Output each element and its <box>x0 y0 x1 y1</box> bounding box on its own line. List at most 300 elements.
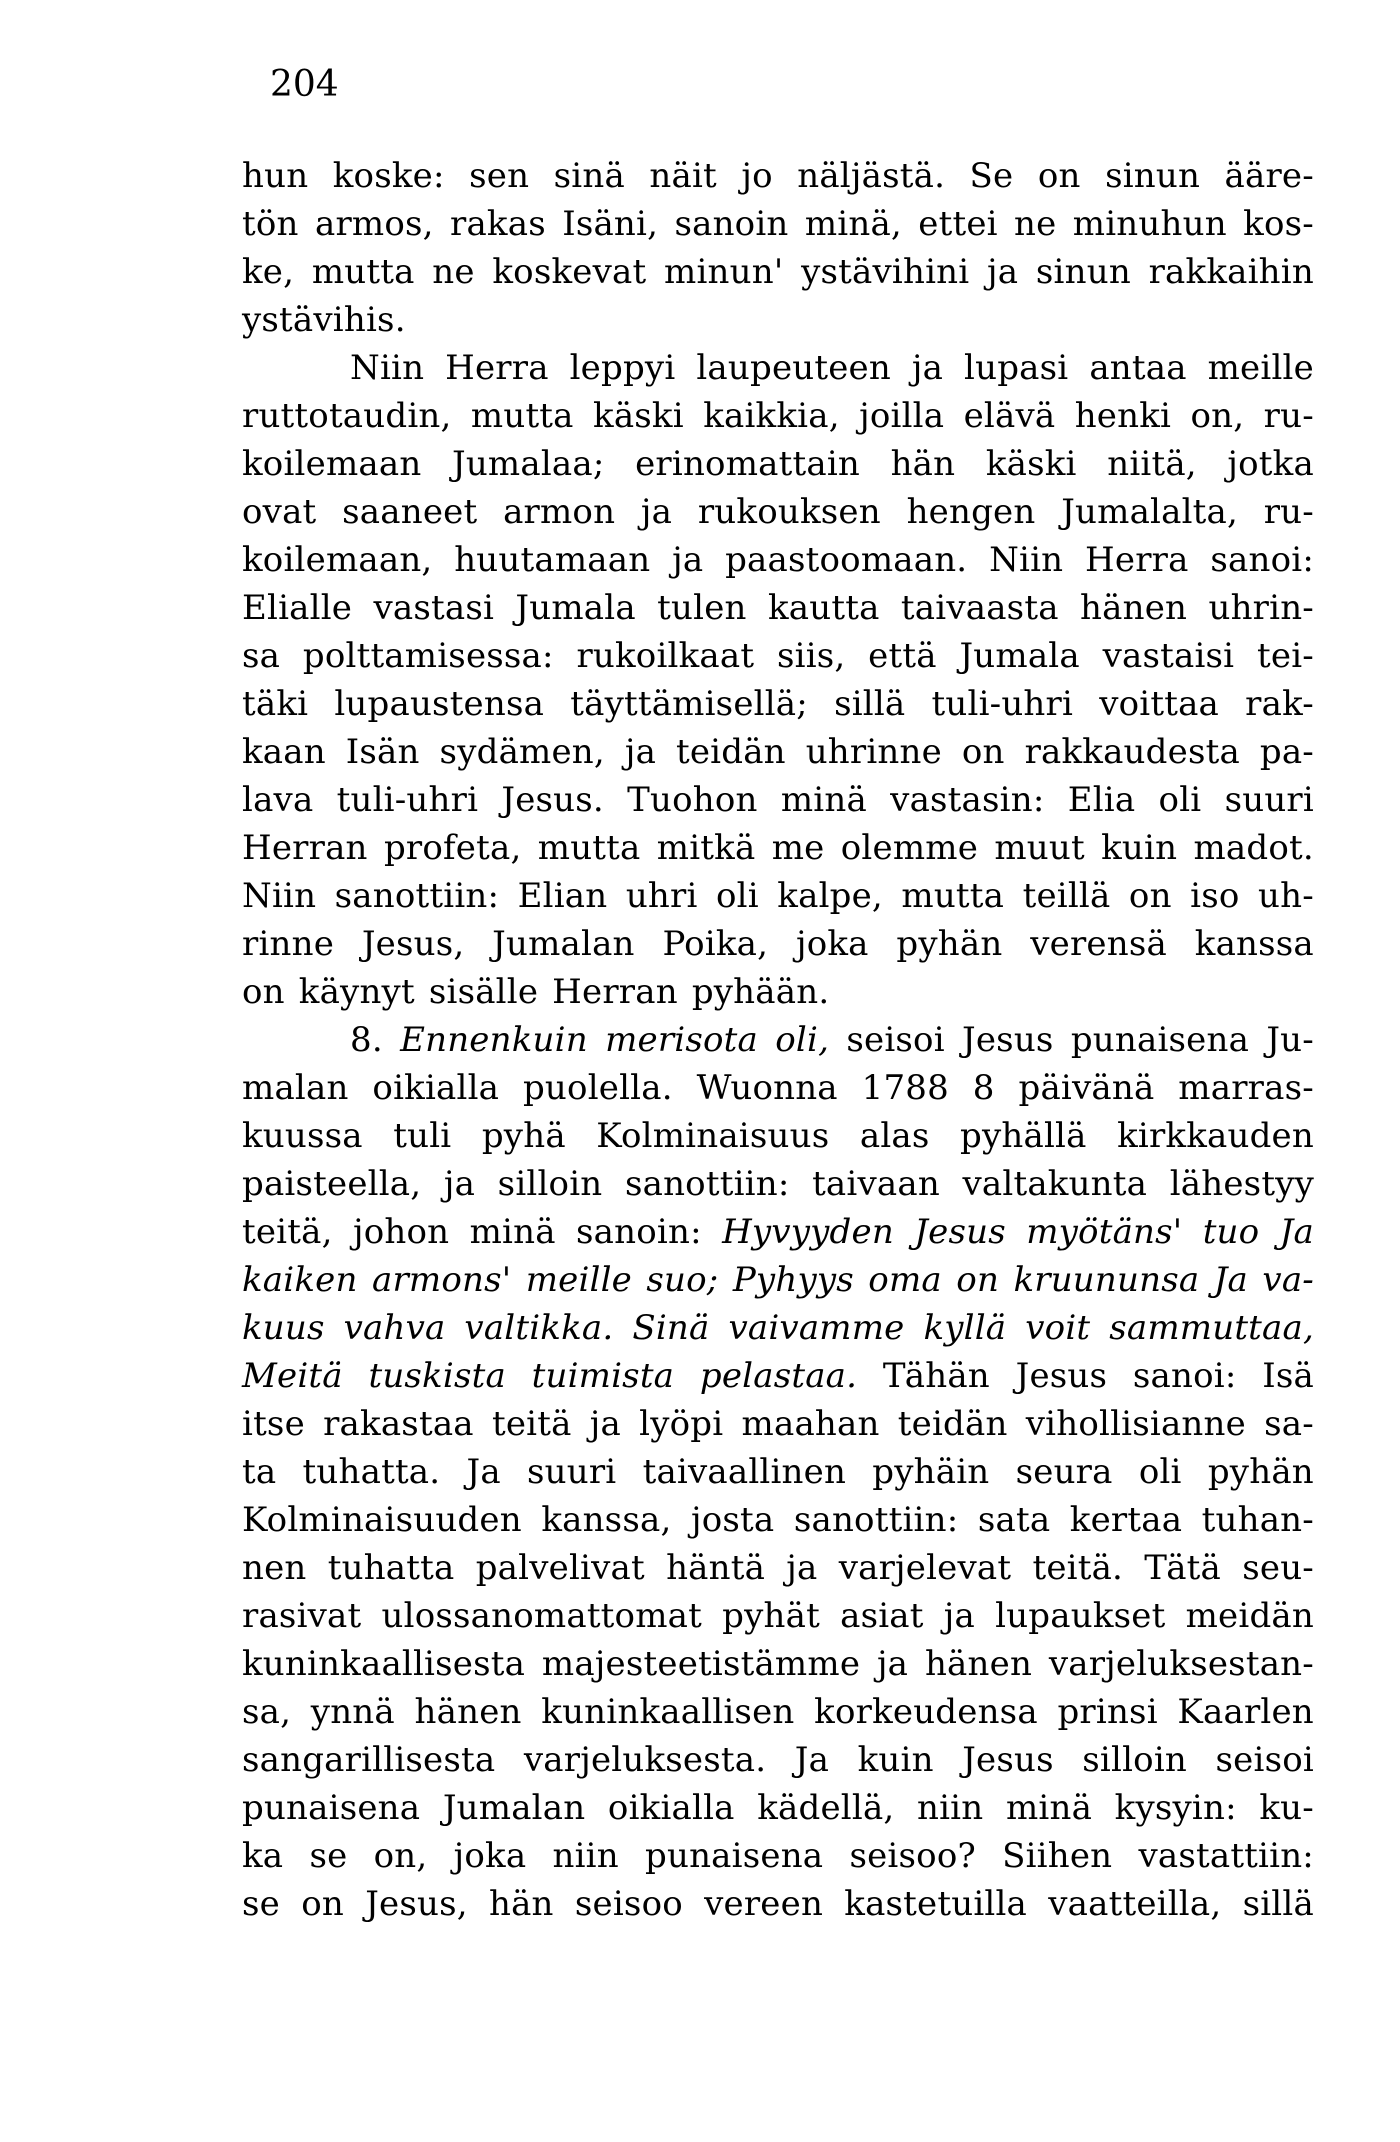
text-line <box>242 1208 1314 1256</box>
text-word: suo; <box>646 1260 719 1300</box>
text-word: on <box>1128 876 1172 916</box>
text-word: sanoi: <box>1210 540 1314 580</box>
text-word: olemme <box>840 828 979 868</box>
text-word: joka <box>453 1836 527 1876</box>
text-word: minä, <box>804 204 902 244</box>
text-word: Ja <box>1213 1260 1249 1300</box>
text-word: Jumalaa; <box>452 444 605 484</box>
text-word: profeta, <box>383 828 522 868</box>
text-word: varjelevat <box>838 1548 1012 1588</box>
text-word: koilemaan, <box>242 540 433 580</box>
text-word: on, <box>1190 396 1245 436</box>
text-word: tuli-uhri <box>931 684 1074 724</box>
text-word: rakastaa <box>323 1404 474 1444</box>
text-word: Isän <box>345 732 420 772</box>
text-word: Elian <box>517 876 608 916</box>
text-word: ke, <box>242 252 295 292</box>
text-word: kysyin: <box>1114 1788 1237 1828</box>
text-word: tei- <box>1257 636 1314 676</box>
text-word: ja <box>443 1164 476 1204</box>
text-word: minun' <box>664 252 784 292</box>
text-word: taivaan <box>812 1164 940 1204</box>
text-word: teitä <box>491 1404 572 1444</box>
text-word: Kolminaisuuden <box>242 1500 522 1540</box>
text-line <box>242 920 1314 968</box>
text-word: päivänä <box>1018 1068 1155 1108</box>
text-line <box>242 776 1314 824</box>
text-word: ja <box>911 348 944 388</box>
text-word: me <box>771 828 825 868</box>
text-word: pyhän <box>896 924 1003 964</box>
text-word: Jumalalta, <box>1061 492 1239 532</box>
text-word: lupaukset <box>995 1596 1166 1636</box>
text-word: merisota <box>605 1020 759 1060</box>
text-word: josta <box>690 1500 775 1540</box>
text-word: huutamaan <box>454 540 651 580</box>
text-word: koilemaan <box>242 444 422 484</box>
text-word: sangarillisesta <box>242 1740 496 1780</box>
text-word: tuskista <box>368 1356 506 1396</box>
text-word: vaatteilla, <box>1048 1884 1222 1924</box>
text-word: Jesus <box>1015 1356 1108 1396</box>
text-word: Se <box>969 156 1014 196</box>
text-word: leppyi <box>569 348 676 388</box>
text-word: ja <box>589 1404 621 1444</box>
text-word: armons' <box>371 1260 512 1300</box>
text-word: minä <box>780 780 867 820</box>
text-word: korkeudensa <box>814 1692 1038 1732</box>
text-word: sanottiin: <box>334 876 500 916</box>
text-word: madot. <box>1193 828 1314 868</box>
text-word: Ju- <box>1266 1020 1314 1060</box>
text-line <box>242 584 1314 632</box>
text-word: niin <box>917 1788 984 1828</box>
text-word: kaan <box>242 732 326 772</box>
text-word: rukoilkaat <box>576 636 755 676</box>
text-word: käynyt <box>298 972 415 1012</box>
text-word: kaiken <box>242 1260 358 1300</box>
text-word: prinsi <box>1057 1692 1158 1732</box>
text-line <box>242 1064 1314 1112</box>
text-word: Kolminaisuus <box>596 1116 830 1156</box>
text-word: on <box>301 1884 344 1924</box>
text-word: jotka <box>1227 444 1314 484</box>
text-word: puolella. <box>522 1068 673 1108</box>
text-word: vihollisianne <box>1025 1404 1246 1444</box>
text-word: sanoi: <box>1132 1356 1237 1396</box>
text-word: kuninkaallisen <box>541 1692 795 1732</box>
text-word: ku- <box>1259 1788 1314 1828</box>
text-word: tuimista <box>531 1356 675 1396</box>
text-word: uhri <box>625 876 698 916</box>
text-word: sanoin: <box>576 1212 702 1252</box>
body-text <box>242 152 1314 1928</box>
text-word: käski <box>985 444 1077 484</box>
text-word: häntä <box>666 1548 766 1588</box>
text-word: vastattiin: <box>1138 1836 1314 1876</box>
text-line <box>242 632 1314 680</box>
text-word: kos- <box>1243 204 1314 244</box>
text-word: tuhan- <box>1201 1500 1314 1540</box>
text-word: uhrinne <box>805 732 942 772</box>
text-word: rinne <box>242 924 335 964</box>
text-word: rakkaihin <box>1148 252 1314 292</box>
text-word: seisoi <box>846 1020 945 1060</box>
text-line <box>242 1016 1314 1064</box>
text-word: kastetuilla <box>844 1884 1028 1924</box>
text-word: sillä <box>834 684 906 724</box>
text-word: ru- <box>1263 396 1314 436</box>
text-word: Jumala <box>515 588 636 628</box>
text-word: taivaasta <box>900 588 1059 628</box>
text-word: sanottiin: <box>793 1500 959 1540</box>
text-word: tön <box>242 204 299 244</box>
page-number: 204 <box>270 64 339 105</box>
text-word: jo <box>741 156 773 196</box>
text-word: ettei <box>918 204 998 244</box>
text-word: ovat <box>242 492 317 532</box>
text-word: ystävihini <box>801 252 970 292</box>
text-word: iso <box>1190 876 1240 916</box>
text-word: joilla <box>859 396 945 436</box>
text-word: ne <box>432 252 475 292</box>
text-word: sa- <box>1264 1404 1314 1444</box>
text-word: kuus <box>242 1308 325 1348</box>
text-word: ruttotaudin, <box>242 396 452 436</box>
text-word: sen <box>469 156 530 196</box>
text-word: seisoo? <box>849 1836 976 1876</box>
text-word: seu- <box>1242 1548 1314 1588</box>
text-word: Jumala <box>959 636 1080 676</box>
text-line <box>242 1112 1314 1160</box>
text-word: täyttämisellä; <box>570 684 808 724</box>
text-word: Jesus <box>962 1740 1054 1780</box>
text-word: oikialla <box>372 1068 500 1108</box>
text-line <box>242 392 1314 440</box>
text-line <box>242 536 1314 584</box>
text-word: kuin <box>1101 828 1178 868</box>
text-word: hänen <box>414 1692 522 1732</box>
text-word: hänen <box>924 1644 1033 1684</box>
text-word: pyhä <box>481 1116 566 1156</box>
text-word: varjeluksesta. <box>523 1740 767 1780</box>
text-word: tuli-uhri <box>336 780 479 820</box>
text-word: vereen <box>704 1884 824 1924</box>
text-word: sydämen, <box>439 732 605 772</box>
text-word: niin <box>552 1836 619 1876</box>
text-word: rakkaudesta <box>1024 732 1240 772</box>
text-word: hänen <box>1080 588 1188 628</box>
text-word: minä <box>469 1212 556 1252</box>
text-line <box>242 1496 1314 1544</box>
text-word: punaisena <box>242 1788 421 1828</box>
text-word: vaivamme <box>728 1308 905 1348</box>
text-word: antaa <box>1089 348 1187 388</box>
text-word: rak- <box>1245 684 1314 724</box>
text-word: maahan <box>741 1404 880 1444</box>
text-word: kertaa <box>1069 1500 1183 1540</box>
text-line <box>242 1784 1314 1832</box>
text-word: punaisena <box>645 1836 824 1876</box>
text-line <box>242 1832 1314 1880</box>
text-word: vastasi <box>373 588 495 628</box>
text-word: sillä <box>1242 1884 1314 1924</box>
text-word: siis, <box>776 636 846 676</box>
text-line <box>242 200 1314 248</box>
text-word: valtikka. <box>464 1308 614 1348</box>
text-word: oma <box>868 1260 942 1300</box>
text-line <box>242 872 1314 920</box>
text-word: Isä <box>1262 1356 1314 1396</box>
text-line <box>242 1592 1314 1640</box>
text-word: ja <box>624 732 657 772</box>
text-word: 8 <box>972 1068 995 1108</box>
text-word: Jesus. <box>501 780 604 820</box>
text-word: vastasin: <box>890 780 1045 820</box>
text-word: Elialle <box>242 588 353 628</box>
text-word: oli <box>1158 780 1202 820</box>
text-word: silloin <box>497 1164 603 1204</box>
text-word: itse <box>242 1404 305 1444</box>
text-word: tuhatta <box>327 1548 455 1588</box>
text-word: käski <box>593 396 684 436</box>
text-word: varjeluksestan- <box>1048 1644 1314 1684</box>
text-word: vastaisi <box>1102 636 1235 676</box>
text-word: teidän <box>675 732 786 772</box>
text-word: hun <box>242 156 309 196</box>
text-word: kanssa <box>1194 924 1314 964</box>
text-word: marras- <box>1178 1068 1314 1108</box>
text-word: Herra <box>1085 540 1189 580</box>
text-word: voit <box>1025 1308 1091 1348</box>
text-word: ulossanomattomat <box>381 1596 702 1636</box>
text-word: armos, <box>314 204 434 244</box>
text-word: hän <box>488 1884 554 1924</box>
text-word: ääre- <box>1224 156 1314 196</box>
text-line <box>242 1400 1314 1448</box>
text-word: ta <box>242 1452 277 1492</box>
text-word: majesteetistämme <box>541 1644 861 1684</box>
text-word: se <box>242 1884 280 1924</box>
text-word: tuo <box>1202 1212 1260 1252</box>
text-word: teitä. <box>1032 1548 1124 1588</box>
text-word: oli <box>1138 1452 1182 1492</box>
text-word: valtakunta <box>962 1164 1148 1204</box>
text-word: sinun <box>1105 156 1201 196</box>
text-word: voittaa <box>1099 684 1220 724</box>
text-word: joka <box>795 924 869 964</box>
text-line <box>242 296 1314 344</box>
text-line <box>242 680 1314 728</box>
text-word: Elia <box>1067 780 1136 820</box>
text-word: on <box>956 1260 1000 1300</box>
text-word: Jesus <box>962 1020 1054 1060</box>
text-line <box>242 1304 1314 1352</box>
text-word: näit <box>649 156 717 196</box>
text-word: lupasi <box>964 348 1069 388</box>
text-word: Pyhyys <box>732 1260 854 1300</box>
text-word: oikialla <box>607 1788 735 1828</box>
text-word: rakas <box>450 204 546 244</box>
text-word: on <box>242 972 285 1012</box>
text-word: Tätä <box>1144 1548 1221 1588</box>
text-line <box>242 152 1314 200</box>
text-word: koske: <box>332 156 445 196</box>
text-line <box>242 488 1314 536</box>
text-word: ystävihis. <box>242 300 406 340</box>
text-word: Ennenkuin <box>400 1020 588 1060</box>
text-word: näljästä. <box>797 156 946 196</box>
text-word: lähestyy <box>1169 1164 1314 1204</box>
text-word: sa, <box>242 1692 292 1732</box>
text-word: muut <box>994 828 1085 868</box>
text-word: mitkä <box>656 828 756 868</box>
text-line <box>242 824 1314 872</box>
text-word: koskevat <box>492 252 647 292</box>
text-word: sinä <box>553 156 625 196</box>
text-word: meille <box>525 1260 632 1300</box>
text-word: kaikkia, <box>703 396 840 436</box>
text-word: polttamisessa: <box>302 636 554 676</box>
text-word: sisälle <box>428 972 539 1012</box>
text-word: sammuttaa, <box>1109 1308 1314 1348</box>
text-word: tuli <box>393 1116 452 1156</box>
text-line <box>242 1448 1314 1496</box>
text-line <box>242 344 1314 392</box>
text-line <box>242 1736 1314 1784</box>
text-word: Herra <box>445 348 549 388</box>
text-word: ja <box>943 1596 975 1636</box>
text-word: henki <box>1074 396 1172 436</box>
text-word: ja <box>876 1644 909 1684</box>
text-word: kruununsa <box>1013 1260 1200 1300</box>
text-word: lupaustensa <box>334 684 545 724</box>
text-word: tuhatta. <box>302 1452 441 1492</box>
text-word: teidän <box>897 1404 1008 1444</box>
text-word: hengen <box>906 492 1036 532</box>
text-word: seisoi <box>1215 1740 1314 1780</box>
text-word: Ja <box>794 1740 830 1780</box>
text-word: meille <box>1207 348 1314 388</box>
text-word: täki <box>242 684 309 724</box>
text-line <box>242 968 1314 1016</box>
text-word: pa- <box>1259 732 1314 772</box>
text-word: ka <box>242 1836 284 1876</box>
text-word: kädellä, <box>757 1788 895 1828</box>
text-line <box>242 440 1314 488</box>
text-line <box>242 1544 1314 1592</box>
text-word: tulen <box>657 588 747 628</box>
text-word: Hyvyyden <box>722 1212 894 1252</box>
text-word: pyhällä <box>960 1116 1087 1156</box>
text-word: saaneet <box>342 492 478 532</box>
text-word: lyöpi <box>639 1404 724 1444</box>
text-word: hän <box>890 444 956 484</box>
text-word: johon <box>352 1212 450 1252</box>
text-word: Herran <box>552 972 678 1012</box>
text-word: suuri <box>1224 780 1314 820</box>
text-word: Niin <box>242 876 317 916</box>
text-word: nen <box>242 1548 307 1588</box>
text-word: Meitä <box>242 1356 343 1396</box>
text-word: kalpe, <box>777 876 883 916</box>
text-word: minä <box>1005 1788 1093 1828</box>
text-word: teillä <box>1022 876 1111 916</box>
text-word: on <box>1037 156 1081 196</box>
text-line <box>242 1256 1314 1304</box>
text-word: meidän <box>1185 1596 1314 1636</box>
text-word: minuhun <box>1072 204 1227 244</box>
text-word: kirkkauden <box>1117 1116 1314 1156</box>
text-word: palvelivat <box>475 1548 645 1588</box>
text-word: että <box>868 636 937 676</box>
text-word: on, <box>373 1836 428 1876</box>
text-word: teitä, <box>242 1212 333 1252</box>
text-line <box>242 248 1314 296</box>
text-word: taivaallinen <box>642 1452 847 1492</box>
text-word: pyhät <box>722 1596 820 1636</box>
text-word: sa <box>242 636 281 676</box>
text-word: se <box>309 1836 348 1876</box>
text-word: sinun <box>1035 252 1131 292</box>
text-word: Jesus <box>914 1212 1006 1252</box>
text-word: Poika, <box>662 924 769 964</box>
text-word: mutta <box>470 396 574 436</box>
text-word: kautta <box>767 588 880 628</box>
text-word: sanottiin: <box>624 1164 790 1204</box>
text-word: kuin <box>857 1740 934 1780</box>
text-word: Herran <box>242 828 368 868</box>
text-word: Jumalan <box>442 1788 586 1828</box>
text-word: laupeuteen <box>696 348 891 388</box>
text-word: Jesus, <box>361 924 465 964</box>
text-word: rukouksen <box>697 492 881 532</box>
text-word: Wuonna <box>696 1068 838 1108</box>
text-word: Ja <box>1279 1212 1314 1252</box>
text-word: niitä, <box>1107 444 1197 484</box>
text-word: elävä <box>963 396 1056 436</box>
text-word: uh- <box>1258 876 1314 916</box>
text-word: ja <box>786 1548 818 1588</box>
text-word: va- <box>1262 1260 1314 1300</box>
text-line <box>242 728 1314 776</box>
text-word: pyhään. <box>691 972 830 1012</box>
text-word: sata <box>977 1500 1051 1540</box>
text-word: 1788 <box>861 1068 949 1108</box>
text-word: pyhän <box>1207 1452 1314 1492</box>
text-line <box>242 1640 1314 1688</box>
text-word: silloin <box>1082 1740 1187 1780</box>
text-word: mutta <box>537 828 641 868</box>
text-word: oli <box>716 876 759 916</box>
text-word: punaisena <box>1070 1020 1250 1060</box>
text-word: pyhäin <box>872 1452 990 1492</box>
text-word: Jesus, <box>365 1884 468 1924</box>
text-word: Tuohon <box>627 780 758 820</box>
text-word: suuri <box>527 1452 617 1492</box>
text-word: Isäni, <box>562 204 659 244</box>
text-word: ne <box>1014 204 1057 244</box>
text-word: paastoomaan. <box>725 540 968 580</box>
text-word: ja <box>672 540 704 580</box>
text-word: on <box>961 732 1005 772</box>
text-word: rasivat <box>242 1596 362 1636</box>
text-word: myötäns' <box>1026 1212 1183 1252</box>
text-word: Niin <box>350 348 425 388</box>
text-word: 8. <box>350 1020 383 1060</box>
text-word: ynnä <box>310 1692 395 1732</box>
text-line <box>242 1688 1314 1736</box>
